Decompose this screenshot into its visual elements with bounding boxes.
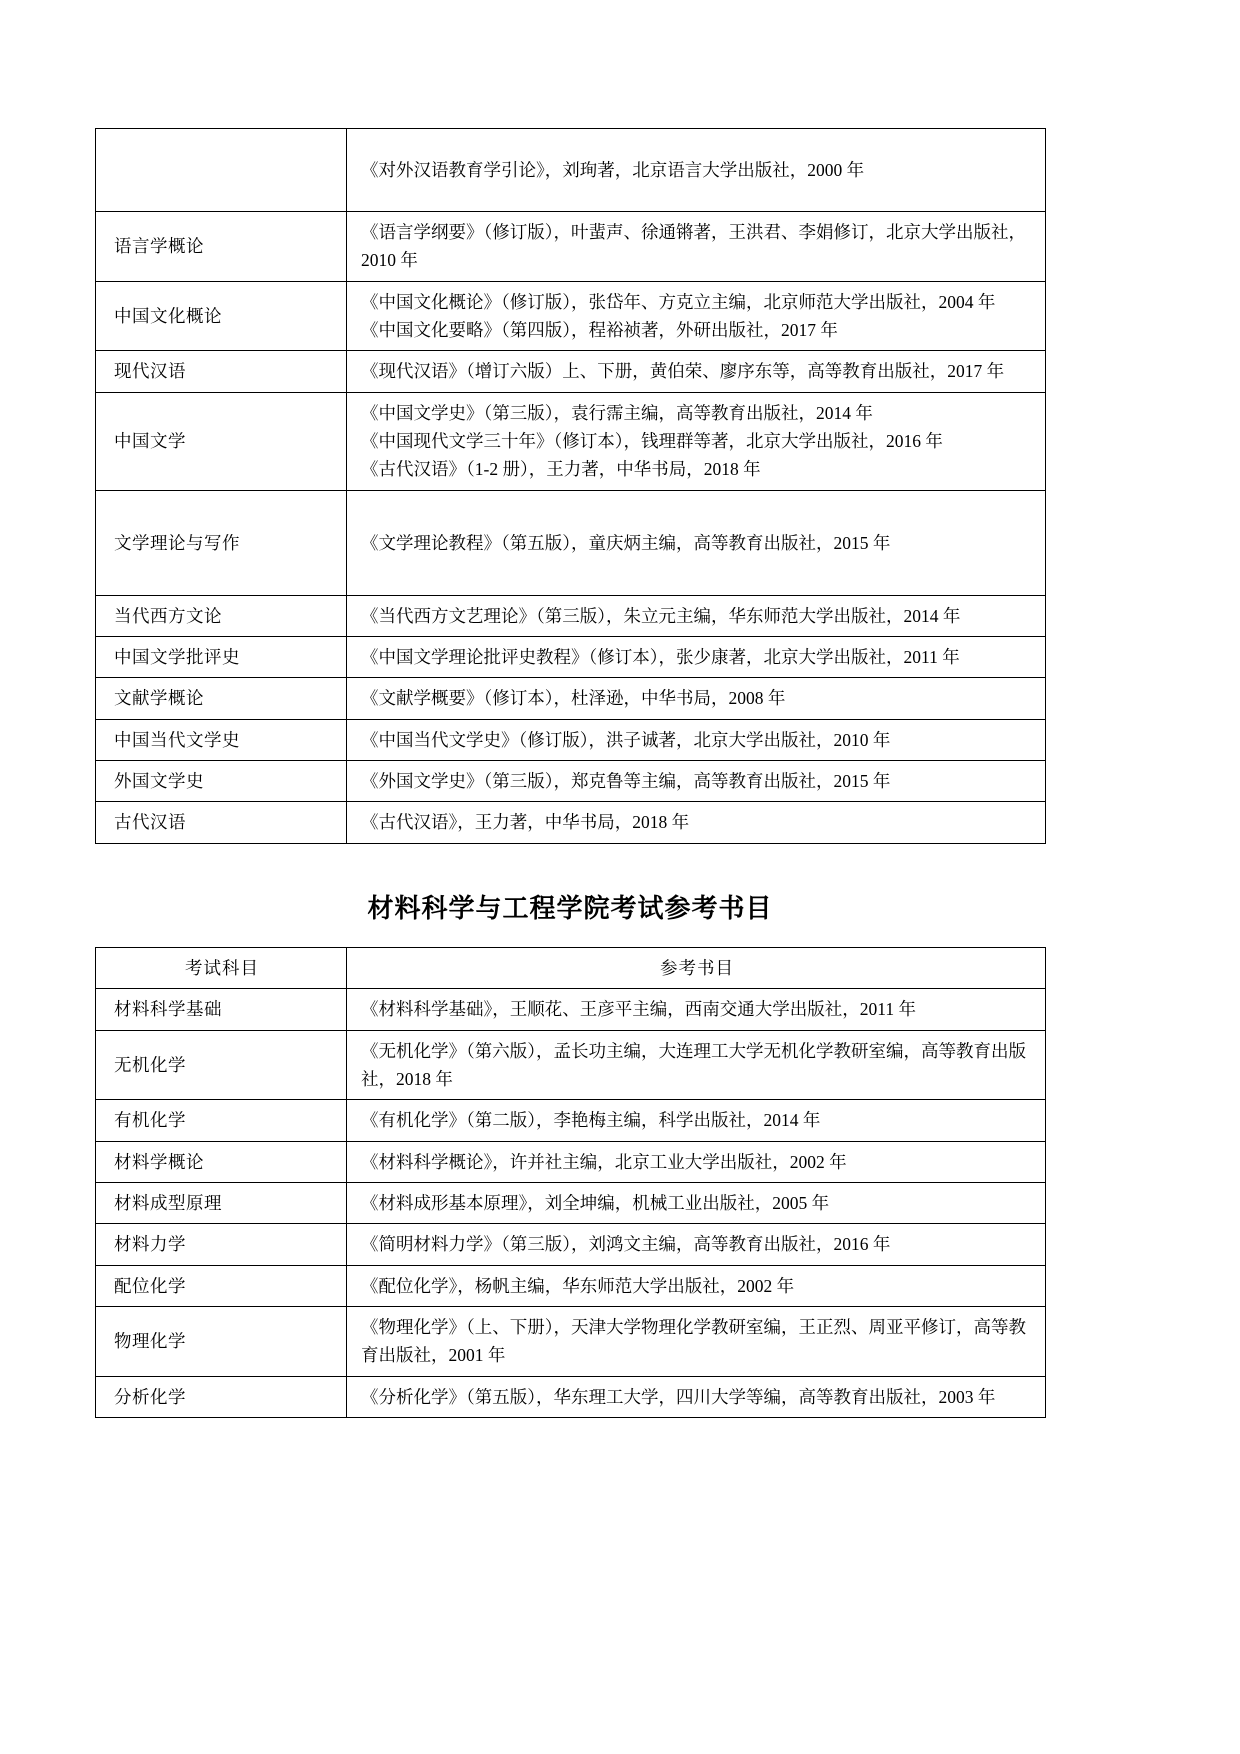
column-header-subject: 考试科目 [96, 947, 347, 988]
table-row [96, 761, 1046, 802]
materials-section-title: 材料科学与工程学院考试参考书目 [367, 893, 773, 923]
books-cell [347, 1376, 1046, 1417]
liberal-arts-reference-table [95, 128, 1046, 844]
books-cell [347, 989, 1046, 1030]
subject-cell: 现代汉语 [96, 351, 347, 392]
subject-cell: 材料科学基础 [96, 989, 347, 1030]
table-row [96, 392, 1046, 490]
books-cell [347, 129, 1046, 212]
table-row [96, 1030, 1046, 1100]
table-row [96, 637, 1046, 678]
books-cell [347, 595, 1046, 636]
table-row [96, 719, 1046, 760]
subject-cell: 语言学概论 [96, 212, 347, 282]
book-entry: 《材料科学基础》，王顺花、王彦平主编，西南交通大学出版社，2011 年 [361, 999, 916, 1020]
materials-table-head [96, 947, 1046, 988]
table-row [96, 1224, 1046, 1265]
subject-cell: 配位化学 [96, 1265, 347, 1306]
books-cell [347, 1224, 1046, 1265]
books-cell [347, 351, 1046, 392]
subject-cell: 当代西方文论 [96, 595, 347, 636]
books-cell [347, 212, 1046, 282]
subject-cell: 有机化学 [96, 1100, 347, 1141]
book-entry: 《对外汉语教育学引论》，刘珣著，北京语言大学出版社，2000 年 [361, 159, 865, 180]
table-row [96, 1265, 1046, 1306]
subject-cell: 中国文学批评史 [96, 637, 347, 678]
books-cell [347, 719, 1046, 760]
subject-cell [96, 129, 347, 212]
book-entry: 《古代汉语》（1-2 册），王力著，中华书局，2018 年 [361, 459, 761, 480]
book-entry: 《有机化学》（第二版），李艳梅主编，科学出版社，2014 年 [361, 1110, 821, 1131]
subject-cell: 中国当代文学史 [96, 719, 347, 760]
subject-cell: 材料成型原理 [96, 1182, 347, 1223]
subject-cell: 外国文学史 [96, 761, 347, 802]
subject-cell: 物理化学 [96, 1306, 347, 1376]
book-entry: 《无机化学》（第六版），孟长功主编，大连理工大学无机化学教研室编，高等教育出版社，2018 年 [361, 1040, 1026, 1089]
books-cell [347, 1030, 1046, 1100]
book-entry: 《中国文化要略》（第四版），程裕祯著，外研出版社，2017 年 [361, 320, 838, 341]
table-row [96, 1306, 1046, 1376]
books-cell [347, 1100, 1046, 1141]
book-entry: 《古代汉语》，王力著，中华书局，2018 年 [361, 812, 690, 833]
subject-cell: 文献学概论 [96, 678, 347, 719]
book-entry: 《中国文化概论》（修订版），张岱年、方克立主编，北京师范大学出版社，2004 年 [361, 291, 996, 312]
book-entry: 《中国现代文学三十年》（修订本），钱理群等著，北京大学出版社，2016 年 [361, 431, 943, 452]
table-row [96, 1141, 1046, 1182]
books-cell [347, 1306, 1046, 1376]
table-row [96, 490, 1046, 595]
books-cell [347, 281, 1046, 351]
table-row [96, 351, 1046, 392]
book-entry: 《当代西方文艺理论》（第三版），朱立元主编，华东师范大学出版社，2014 年 [361, 605, 961, 626]
table-header-row [96, 947, 1046, 988]
books-cell [347, 490, 1046, 595]
subject-cell: 材料学概论 [96, 1141, 347, 1182]
table-row [96, 281, 1046, 351]
table-row [96, 802, 1046, 843]
books-cell [347, 1141, 1046, 1182]
book-entry: 《外国文学史》（第三版），郑克鲁等主编，高等教育出版社，2015 年 [361, 771, 891, 792]
table-row [96, 1376, 1046, 1417]
books-cell [347, 637, 1046, 678]
book-entry: 《配位化学》，杨帆主编，华东师范大学出版社，2002 年 [361, 1275, 795, 1296]
books-cell [347, 1182, 1046, 1223]
liberal-arts-table-body [96, 129, 1046, 844]
materials-table-body [96, 989, 1046, 1418]
book-entry: 《文献学概要》（修订本），杜泽逊，中华书局，2008 年 [361, 688, 786, 709]
table-row [96, 1182, 1046, 1223]
books-cell [347, 392, 1046, 490]
books-cell [347, 678, 1046, 719]
subject-cell: 中国文化概论 [96, 281, 347, 351]
book-entry: 《中国文学史》（第三版），袁行霈主编，高等教育出版社，2014 年 [361, 402, 873, 423]
book-entry: 《材料成形基本原理》，刘全坤编，机械工业出版社，2005 年 [361, 1192, 830, 1213]
subject-cell: 中国文学 [96, 392, 347, 490]
books-cell [347, 1265, 1046, 1306]
subject-cell: 文学理论与写作 [96, 490, 347, 595]
subject-cell: 无机化学 [96, 1030, 347, 1100]
book-entry: 《现代汉语》（增订六版）上、下册，黄伯荣、廖序东等，高等教育出版社，2017 年 [361, 361, 1005, 382]
books-cell [347, 802, 1046, 843]
book-entry: 《简明材料力学》（第三版），刘鸿文主编，高等教育出版社，2016 年 [361, 1234, 891, 1255]
book-entry: 《中国当代文学史》（修订版），洪子诚著，北京大学出版社，2010 年 [361, 729, 891, 750]
book-entry: 《中国文学理论批评史教程》（修订本），张少康著，北京大学出版社，2011 年 [361, 647, 960, 668]
column-header-books: 参考书目 [347, 947, 1046, 988]
book-entry: 《文学理论教程》（第五版），童庆炳主编，高等教育出版社，2015 年 [361, 532, 891, 553]
book-entry: 《分析化学》（第五版），华东理工大学，四川大学等编，高等教育出版社，2003 年 [361, 1386, 996, 1407]
table-row [96, 678, 1046, 719]
book-entry: 《语言学纲要》（修订版），叶蜚声、徐通锵著，王洪君、李娟修订，北京大学出版社，2010 年 [361, 222, 1026, 271]
subject-cell: 材料力学 [96, 1224, 347, 1265]
table-row [96, 212, 1046, 282]
book-entry: 《材料科学概论》，许并社主编，北京工业大学出版社，2002 年 [361, 1151, 847, 1172]
subject-cell: 古代汉语 [96, 802, 347, 843]
materials-reference-table [95, 947, 1046, 1418]
table-row [96, 595, 1046, 636]
table-row [96, 989, 1046, 1030]
book-entry: 《物理化学》（上、下册），天津大学物理化学教研室编，王正烈、周亚平修订，高等教育出版社，2001 年 [361, 1316, 1026, 1366]
books-cell [347, 761, 1046, 802]
table-row [96, 1100, 1046, 1141]
subject-cell: 分析化学 [96, 1376, 347, 1417]
table-row [96, 129, 1046, 212]
